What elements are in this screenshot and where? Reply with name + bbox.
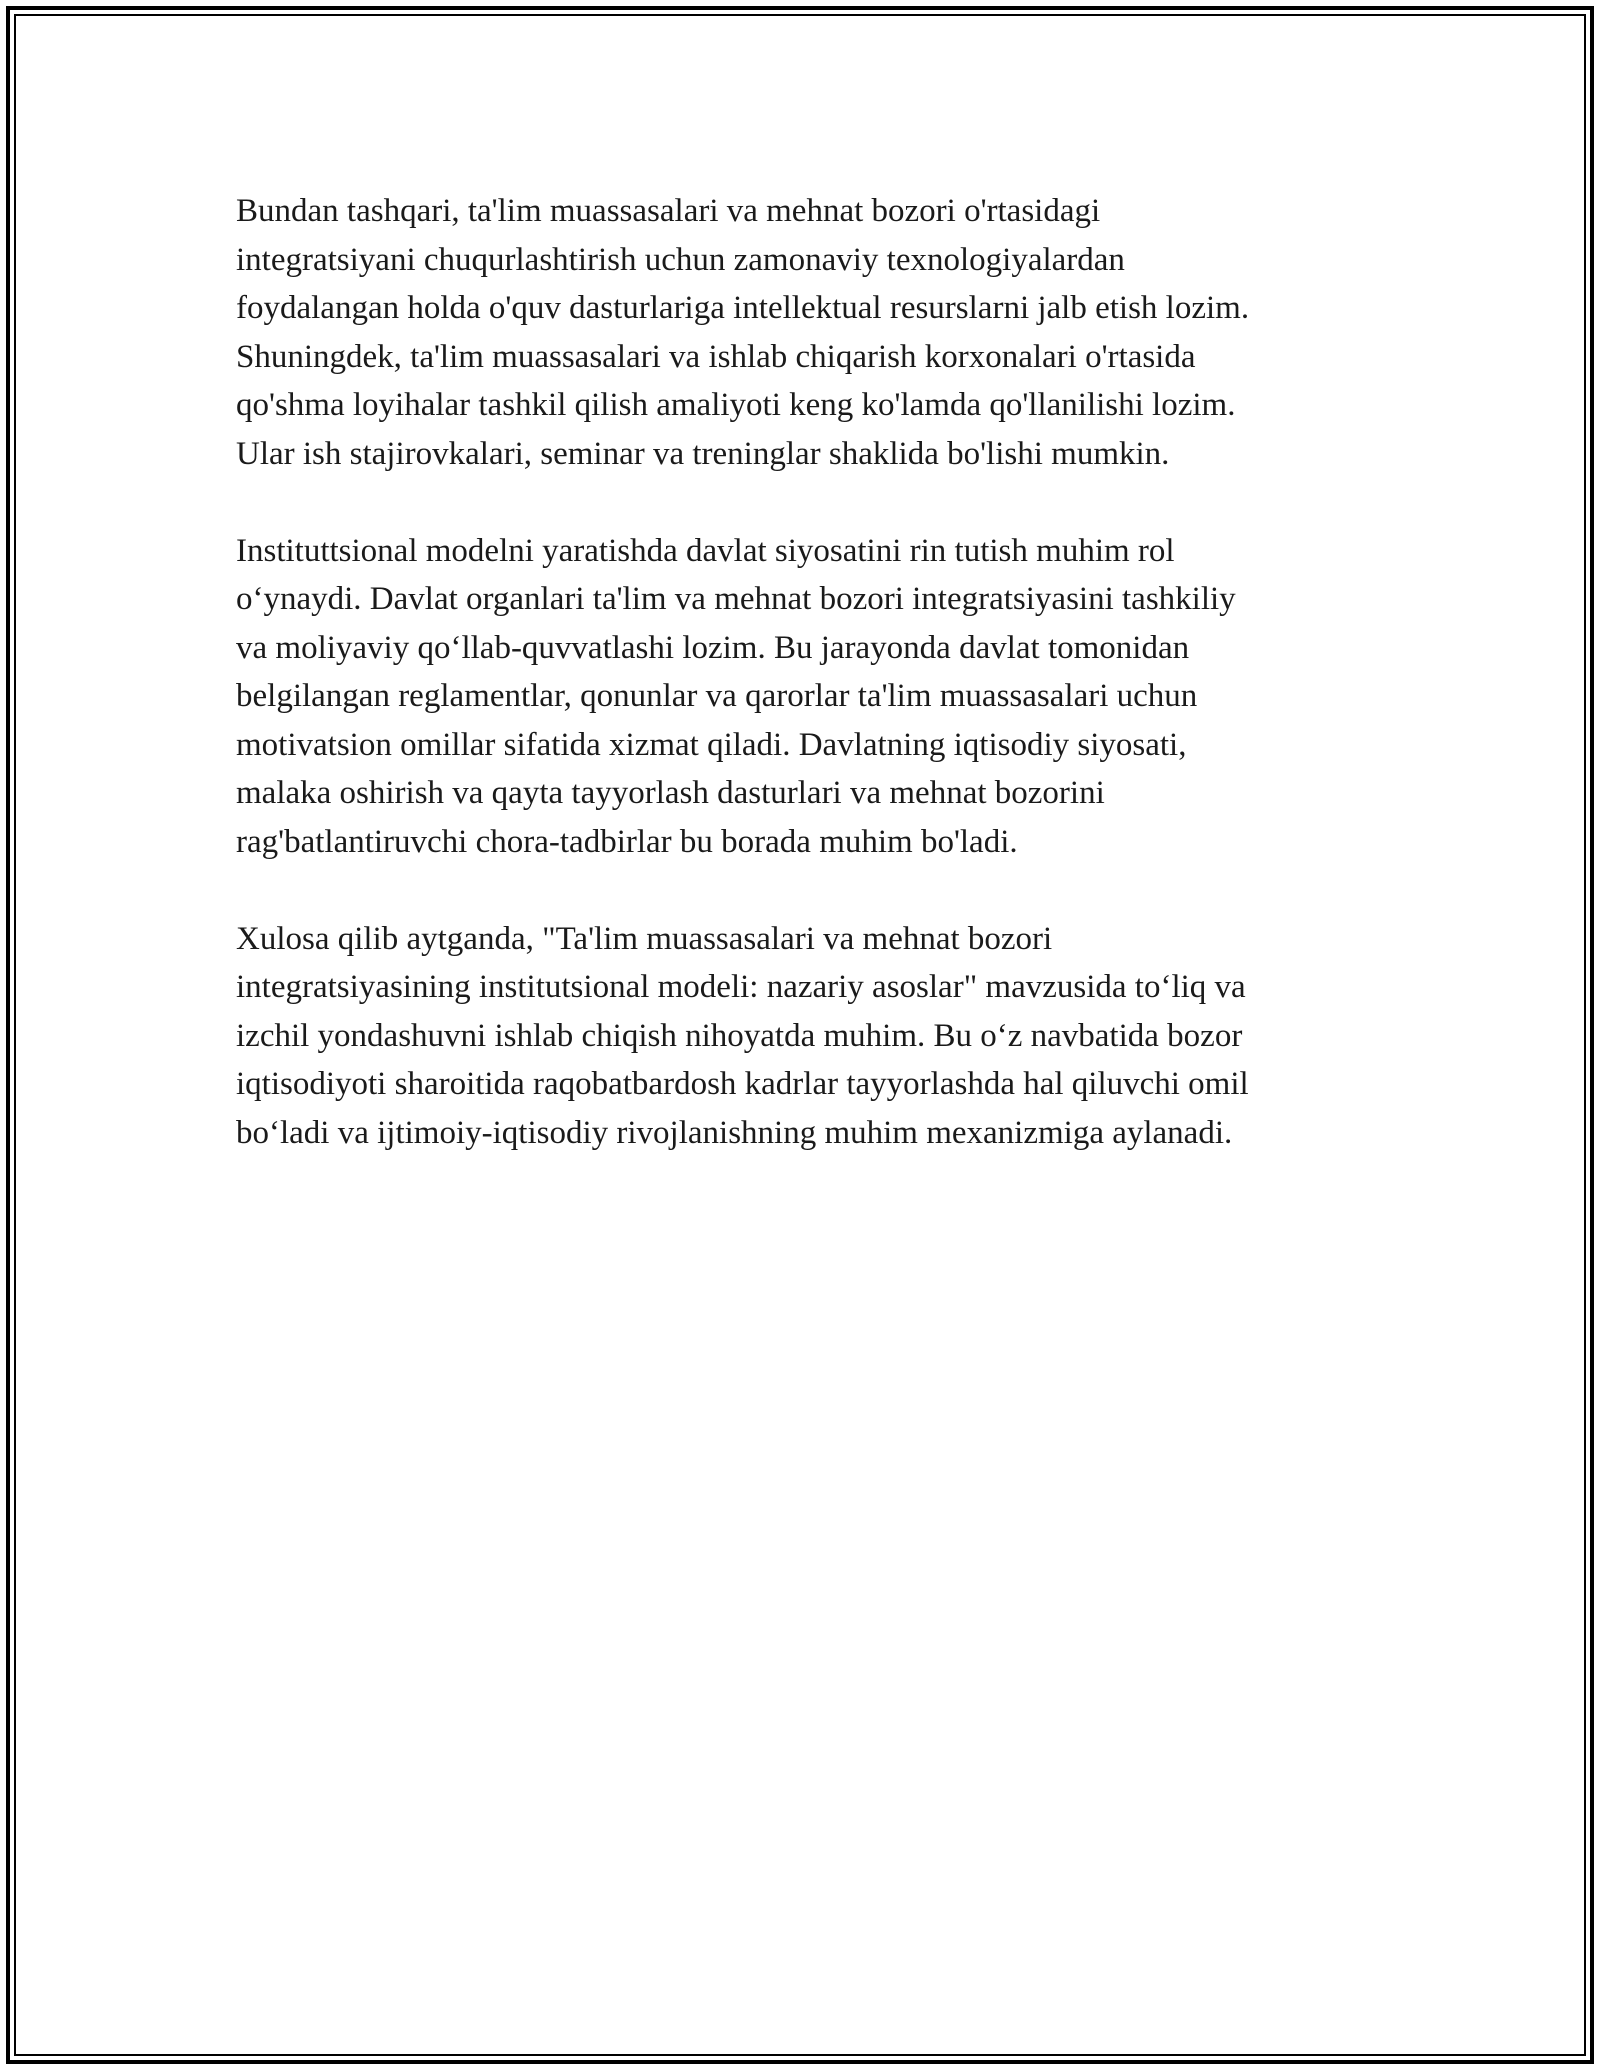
paragraph-line: motivatsion omillar sifatida xizmat qiladi. Davlatning iqtisodiy siyosati, xyxy=(236,726,1187,763)
document-body xyxy=(236,187,1372,1206)
paragraph-line: izchil yondashuvni ishlab chiqish nihoyatda muhim. Bu o‘z navbatida bozor xyxy=(236,1017,1243,1054)
paragraph-line: malaka oshirish va qayta tayyorlash dasturlari va mehnat bozorini xyxy=(236,775,1105,811)
paragraph-line: Bundan tashqari, ta'lim muassasalari va mehnat bozori o'rtasidagi xyxy=(236,193,1101,229)
paragraph-line: Instituttsional modelni yaratishda davlat siyosatini rin tutish muhim rol xyxy=(236,532,1175,569)
paragraph-line: belgilangan reglamentlar, qonunlar va qarorlar ta'lim muassasalari uchun xyxy=(236,678,1198,714)
paragraph-line: Xulosa qilib aytganda, "Ta'lim muassasalari va mehnat bozori xyxy=(236,920,1053,957)
paragraph-line: va moliyaviy qo‘llab-quvvatlashi lozim. Bu jarayonda davlat tomonidan xyxy=(236,629,1190,666)
paragraph-line: Ular ish stajirovkalari, seminar va treninglar shaklida bo'lishi mumkin. xyxy=(236,435,1170,472)
paragraph-line: Shuningdek, ta'lim muassasalari va ishlab chiqarish korxonalari o'rtasida xyxy=(236,338,1196,375)
paragraph-1 xyxy=(236,187,1372,478)
paragraph-line: o‘ynaydi. Davlat organlari ta'lim va mehnat bozori integratsiyasini tashkiliy xyxy=(236,581,1236,617)
paragraph-2 xyxy=(236,527,1372,867)
paragraph-line: rag'batlantiruvchi chora-tadbirlar bu borada muhim bo'ladi. xyxy=(236,823,1018,860)
paragraph-line: qo'shma loyihalar tashkil qilish amaliyoti keng ko'lamda qo'llanilishi lozim. xyxy=(236,387,1236,423)
paragraph-line: bo‘ladi va ijtimoiy-iqtisodiy rivojlanishning muhim mexanizmiga aylanadi. xyxy=(236,1114,1233,1151)
paragraph-line: integratsiyasining institutsional modeli: nazariy asoslar" mavzusida to‘liq va xyxy=(236,969,1246,1005)
paragraph-3 xyxy=(236,915,1372,1158)
paragraph-line: foydalangan holda o'quv dasturlariga intellektual resurslarni jalb etish lozim. xyxy=(236,290,1250,326)
paragraph-line: iqtisodiyoti sharoitida raqobatbardosh kadrlar tayyorlashda hal qiluvchi omil xyxy=(236,1066,1249,1102)
paragraph-line: integratsiyani chuqurlashtirish uchun zamonaviy texnologiyalardan xyxy=(236,241,1125,278)
